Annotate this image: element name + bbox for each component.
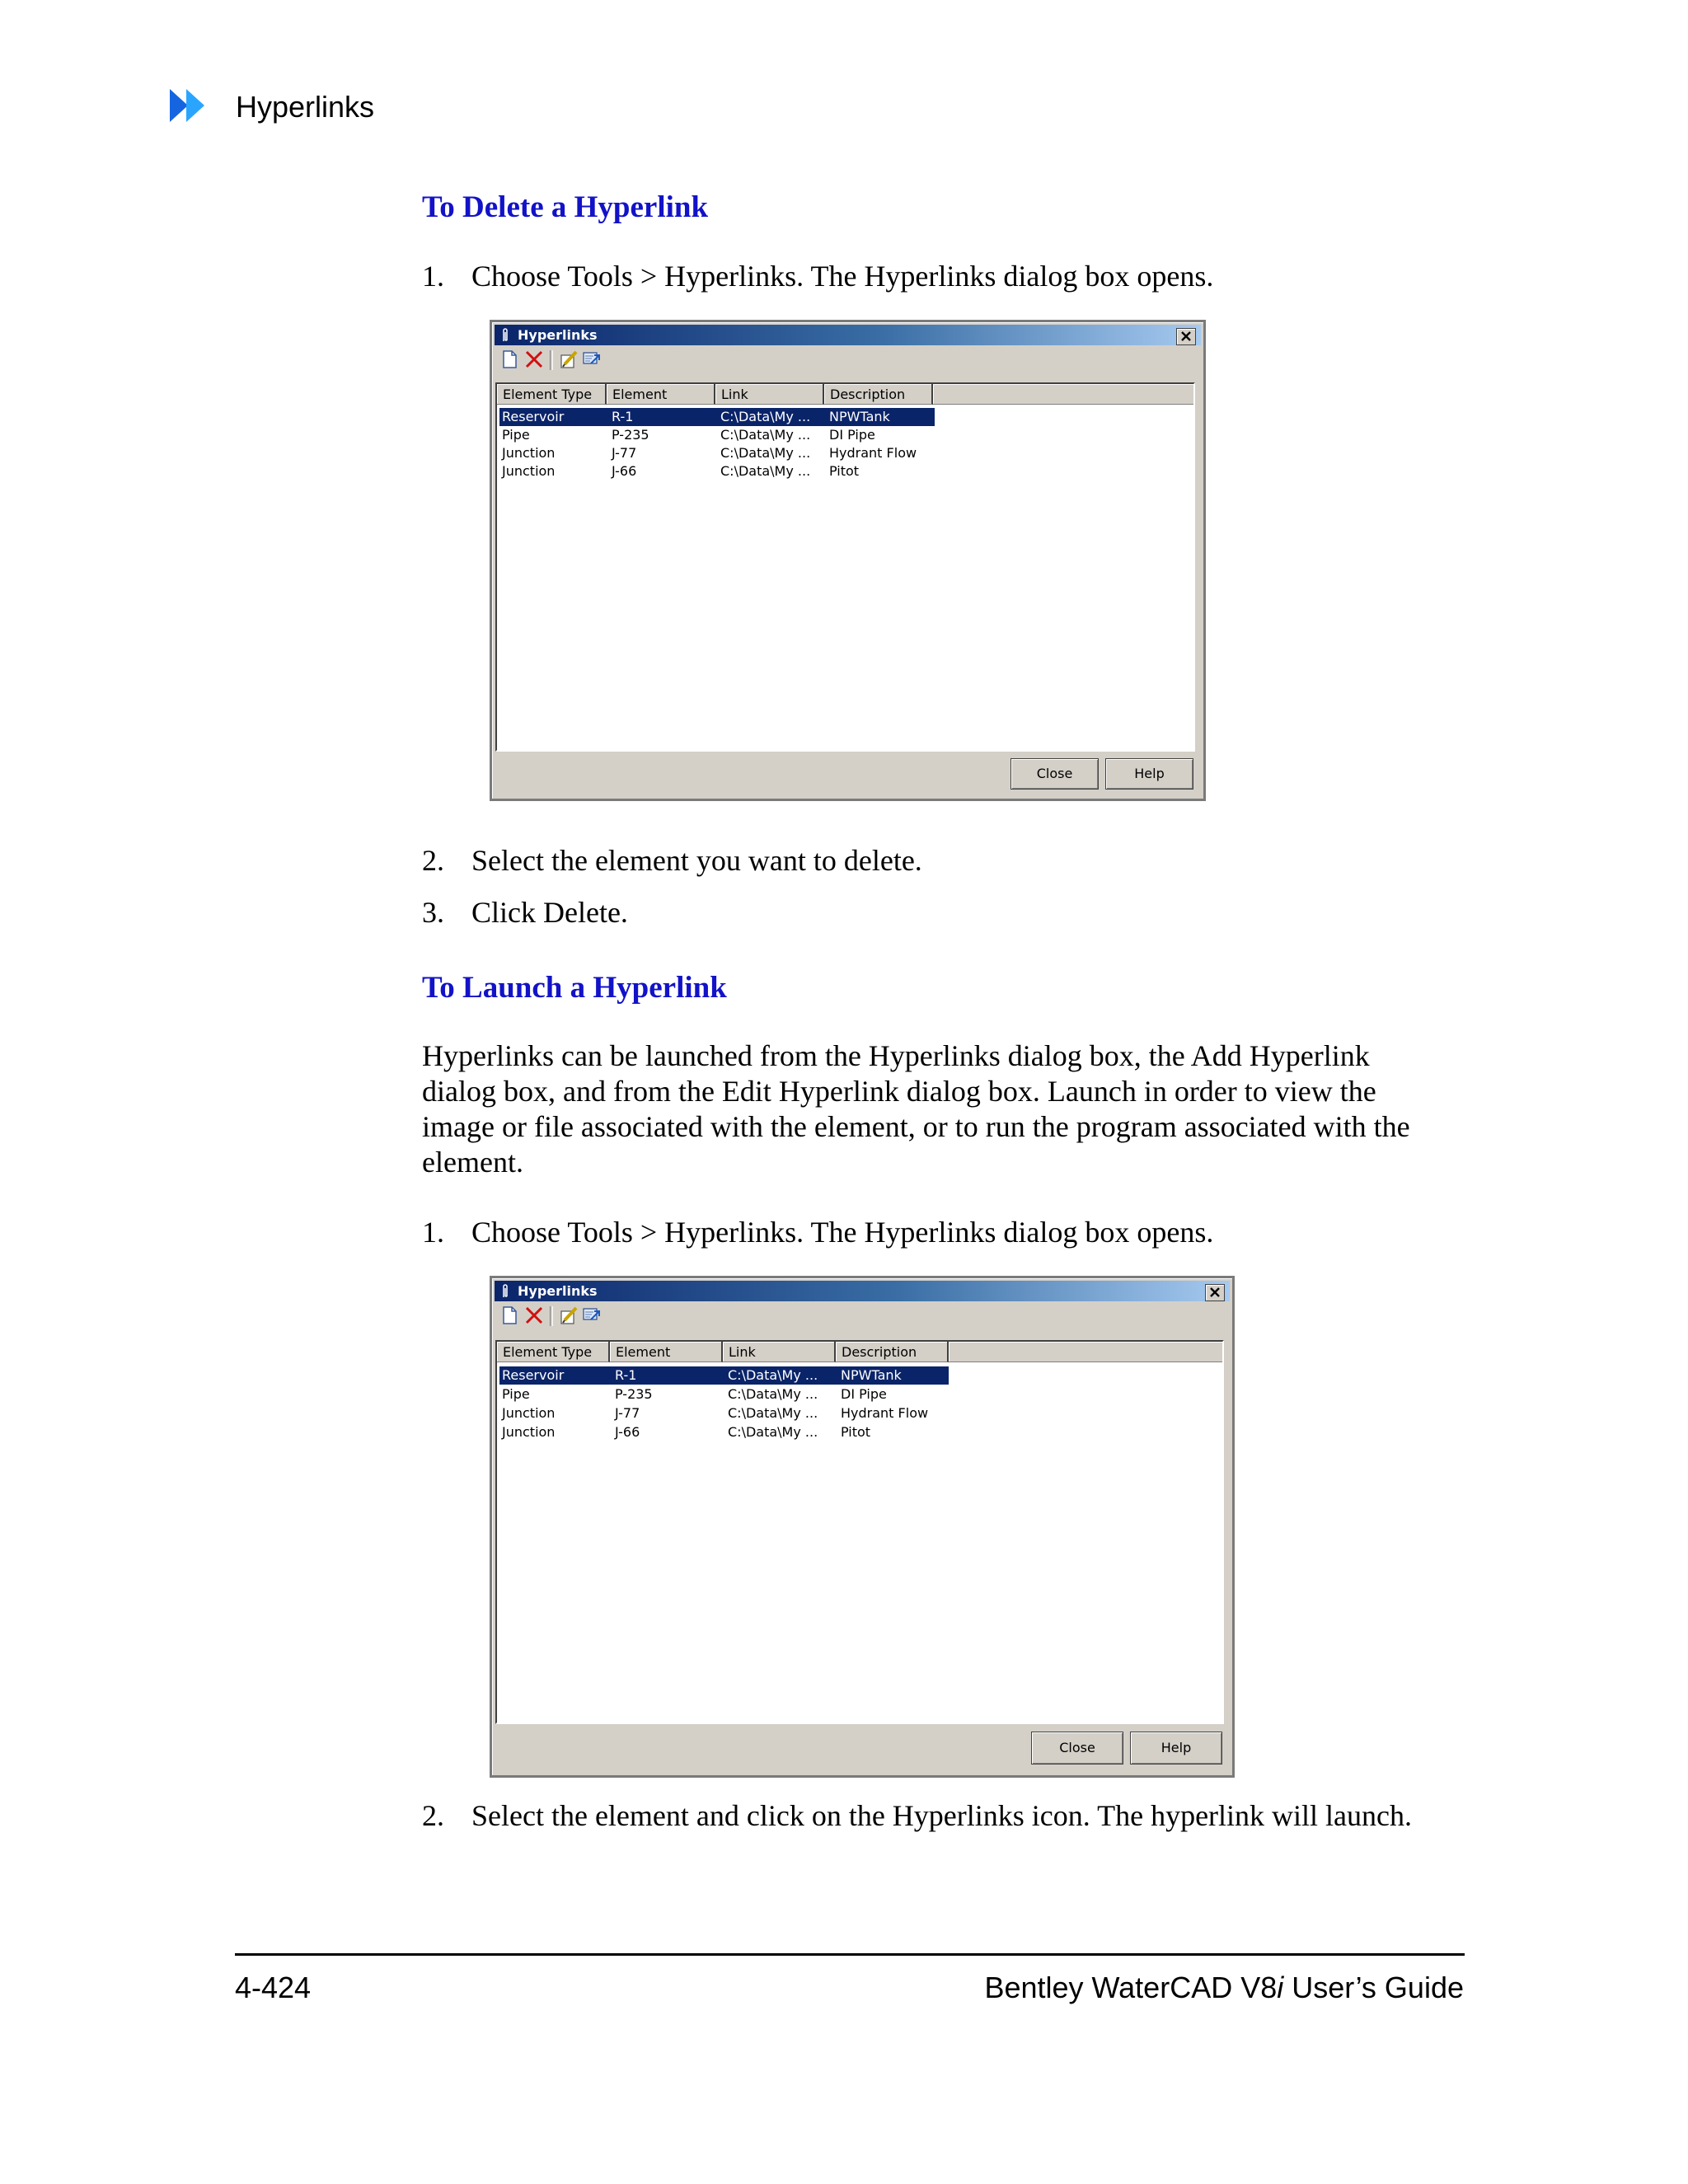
step-text: Select the element and click on the Hyperlinks icon. The hyperlink will launch. — [471, 1799, 1413, 1832]
guide-title-pre: Bentley WaterCAD V8 — [984, 1971, 1278, 2004]
cell-description: NPWTank — [829, 409, 890, 424]
delete-step-3 — [422, 894, 628, 930]
cell-element-type: Reservoir — [502, 409, 565, 424]
cell-description: DI Pipe — [841, 1386, 887, 1402]
step-number: 1. — [422, 1216, 444, 1249]
cell-element: J-66 — [612, 463, 637, 479]
delete-icon[interactable] — [523, 1305, 545, 1326]
running-header-title: Hyperlinks — [236, 90, 375, 124]
launch-hyperlink-icon[interactable] — [581, 349, 603, 370]
cell-element-type: Junction — [502, 1405, 556, 1421]
hyperlinks-list[interactable] — [495, 1340, 1224, 1724]
section-heading-delete: To Delete a Hyperlink — [422, 190, 709, 224]
list-header — [497, 1342, 1222, 1362]
guide-title — [984, 1970, 1464, 2006]
paperclip-icon — [501, 1283, 509, 1299]
delete-step-1 — [422, 258, 1213, 294]
table-row[interactable] — [499, 408, 935, 426]
help-button[interactable]: Help — [1130, 1732, 1222, 1765]
cell-element-type: Junction — [502, 463, 556, 479]
dialog-title: Hyperlinks — [518, 327, 598, 343]
dialog-title: Hyperlinks — [518, 1283, 598, 1299]
launch-hyperlink-icon[interactable] — [581, 1305, 603, 1326]
section-heading-launch: To Launch a Hyperlink — [422, 971, 727, 1005]
hyperlinks-list[interactable] — [495, 382, 1195, 752]
cell-element-type: Pipe — [502, 427, 530, 443]
step-text: Choose Tools > Hyperlinks. The Hyperlinks dialog box opens. — [471, 260, 1214, 293]
cell-link: C:\Data\My ... — [720, 427, 811, 443]
cell-element-type: Reservoir — [502, 1367, 565, 1383]
cell-description: Hydrant Flow — [841, 1405, 929, 1421]
column-header-element-type[interactable]: Element Type — [497, 1342, 610, 1362]
table-row[interactable] — [499, 1423, 949, 1441]
column-header-link[interactable]: Link — [723, 1342, 836, 1362]
footer-rule — [235, 1953, 1465, 1956]
launch-step-2 — [422, 1797, 1412, 1834]
column-header-description[interactable]: Description — [836, 1342, 949, 1362]
cell-link: C:\Data\My ... — [720, 409, 811, 424]
table-row[interactable] — [499, 444, 935, 462]
cell-element: J-77 — [615, 1405, 640, 1421]
column-header-link[interactable]: Link — [715, 384, 824, 405]
cell-element: J-66 — [615, 1424, 640, 1440]
close-icon[interactable] — [1176, 328, 1196, 345]
cell-element-type: Junction — [502, 1424, 556, 1440]
edit-icon[interactable] — [558, 1305, 579, 1326]
list-header — [497, 384, 1193, 405]
cell-element-type: Junction — [502, 445, 556, 461]
delete-step-2 — [422, 842, 922, 879]
column-header-element[interactable]: Element — [610, 1342, 723, 1362]
cell-description: Pitot — [829, 463, 860, 479]
cell-link: C:\Data\My ... — [728, 1367, 818, 1383]
cell-element: J-77 — [612, 445, 637, 461]
close-button[interactable]: Close — [1031, 1732, 1123, 1765]
table-row[interactable] — [499, 1366, 949, 1385]
step-number: 3. — [422, 896, 444, 929]
column-header-description[interactable]: Description — [824, 384, 933, 405]
delete-icon[interactable] — [523, 349, 545, 370]
new-icon[interactable] — [499, 349, 520, 370]
cell-link: C:\Data\My ... — [728, 1386, 818, 1402]
page-number: 4-424 — [235, 1971, 312, 2004]
dialog-title-bar[interactable] — [495, 325, 1201, 345]
launch-step-1 — [422, 1214, 1213, 1250]
help-button[interactable]: Help — [1105, 758, 1193, 790]
guide-title-post: User’s Guide — [1283, 1971, 1464, 2004]
new-icon[interactable] — [499, 1305, 520, 1326]
step-text: Choose Tools > Hyperlinks. The Hyperlinks dialog box opens. — [471, 1216, 1214, 1249]
edit-icon[interactable] — [558, 349, 579, 370]
cell-element: P-235 — [612, 427, 649, 443]
cell-link: C:\Data\My ... — [728, 1405, 818, 1421]
guide-title-italic: i — [1277, 1971, 1284, 2004]
hyperlinks-dialog-1 — [490, 320, 1206, 801]
column-header-element[interactable]: Element — [607, 384, 715, 405]
paperclip-icon — [501, 327, 509, 343]
cell-element: R-1 — [615, 1367, 637, 1383]
launch-intro-paragraph: Hyperlinks can be launched from the Hyperlinks dialog box, the Add Hyperlink dialog box, and from the Edit Hyperlink dialog box. Launch in order to view the image or file associated with the element, or to run the program associated with the element. — [422, 1039, 1410, 1179]
close-button[interactable]: Close — [1010, 758, 1099, 790]
table-row[interactable] — [499, 426, 935, 444]
close-icon[interactable] — [1205, 1284, 1225, 1301]
step-text: Click Delete. — [471, 896, 628, 929]
table-row[interactable] — [499, 462, 935, 480]
cell-description: Hydrant Flow — [829, 445, 917, 461]
cell-description: DI Pipe — [829, 427, 875, 443]
cell-element-type: Pipe — [502, 1386, 530, 1402]
cell-link: C:\Data\My ... — [728, 1424, 818, 1440]
table-row[interactable] — [499, 1385, 949, 1404]
step-text: Select the element you want to delete. — [471, 844, 922, 877]
header-arrows-icon — [170, 89, 223, 122]
cell-link: C:\Data\My ... — [720, 463, 811, 479]
table-row[interactable] — [499, 1404, 949, 1422]
cell-description: Pitot — [841, 1424, 871, 1440]
step-number: 2. — [422, 844, 444, 877]
cell-link: C:\Data\My ... — [720, 445, 811, 461]
cell-element: R-1 — [612, 409, 634, 424]
cell-element: P-235 — [615, 1386, 653, 1402]
hyperlinks-dialog-2 — [490, 1276, 1235, 1778]
step-number: 1. — [422, 260, 444, 293]
cell-description: NPWTank — [841, 1367, 902, 1383]
step-number: 2. — [422, 1799, 444, 1832]
column-header-element-type[interactable]: Element Type — [497, 384, 607, 405]
dialog-title-bar[interactable] — [495, 1281, 1230, 1301]
